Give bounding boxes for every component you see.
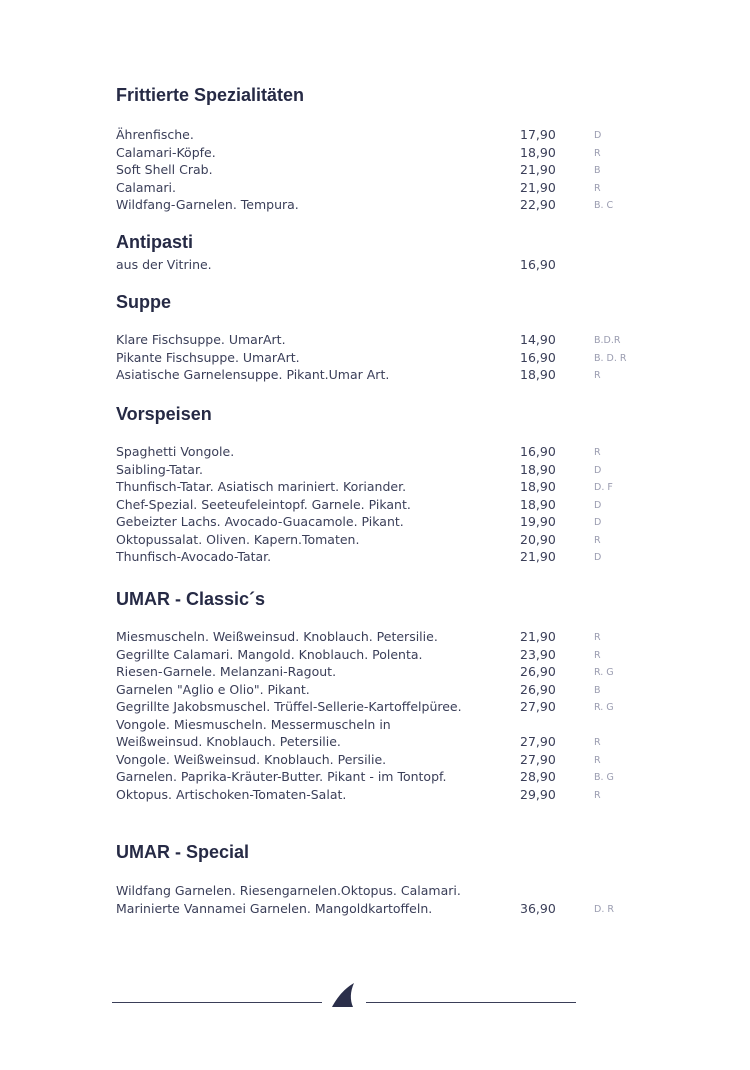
section-heading: UMAR - Special xyxy=(116,842,250,862)
item-allergen: D xyxy=(594,517,602,528)
section-umar-special xyxy=(116,841,636,917)
item-allergen: B xyxy=(594,165,601,176)
menu-item xyxy=(116,496,636,514)
item-price: 18,90 xyxy=(520,367,556,382)
item-price: 16,90 xyxy=(520,444,556,459)
section-heading: UMAR - Classic´s xyxy=(116,589,266,609)
section-umar-classics xyxy=(116,588,636,803)
item-price: 16,90 xyxy=(520,349,556,365)
menu-item xyxy=(116,478,636,496)
menu-item xyxy=(116,646,636,664)
item-price: 36,90 xyxy=(520,900,556,916)
item-price: 22,90 xyxy=(520,197,556,212)
item-allergen: R xyxy=(594,534,601,546)
item-allergen: R xyxy=(594,789,601,801)
item-name: Weißweinsud. Knoblauch. Petersilie. xyxy=(116,734,341,749)
item-allergen: R xyxy=(594,632,601,643)
menu-item xyxy=(116,196,636,214)
footer-divider-right xyxy=(366,1002,576,1003)
item-name: Soft Shell Crab. xyxy=(116,162,213,177)
section-frittierte xyxy=(116,84,636,214)
item-allergen: B. D. R xyxy=(594,352,627,364)
menu-item xyxy=(116,663,636,681)
item-name: Chef-Spezial. Seeteufeleintopf. Garnele. Pikant. xyxy=(116,496,411,512)
item-price: 21,90 xyxy=(520,629,556,644)
section-heading: Antipasti xyxy=(116,232,194,252)
menu-item xyxy=(116,256,636,274)
item-allergen: R xyxy=(594,737,601,748)
menu-item xyxy=(116,331,636,349)
item-name: Thunfisch-Avocado-Tatar. xyxy=(116,549,272,564)
menu-item xyxy=(116,161,636,179)
item-allergen: D xyxy=(594,552,602,563)
item-allergen: B xyxy=(594,684,601,696)
item-price: 21,90 xyxy=(520,179,556,195)
item-name: Thunfisch-Tatar. Asiatisch mariniert. Koriander. xyxy=(116,479,407,494)
menu-item xyxy=(116,126,636,144)
item-allergen: B.D.R xyxy=(594,335,621,346)
item-price: 18,90 xyxy=(520,461,556,477)
menu-item xyxy=(116,733,636,751)
item-name: Garnelen. Paprika-Kräuter-Butter. Pikant - im Tontopf. xyxy=(116,769,447,784)
item-allergen: R. G xyxy=(594,667,614,678)
item-price: 19,90 xyxy=(520,514,556,529)
item-name: Spaghetti Vongole. xyxy=(116,444,235,459)
section-heading: Vorspeisen xyxy=(116,404,212,424)
item-name: Gegrillte Calamari. Mangold. Knoblauch. Polenta. xyxy=(116,646,423,662)
item-price: 21,90 xyxy=(520,162,556,177)
menu-item xyxy=(116,461,636,479)
item-name: Asiatische Garnelensuppe. Pikant.Umar Art. xyxy=(116,367,390,382)
item-name: Marinierte Vannamei Garnelen. Mangoldkartoffeln. xyxy=(116,900,433,916)
item-allergen: R xyxy=(594,182,601,194)
section-heading: Suppe xyxy=(116,292,172,312)
item-allergen: B. C xyxy=(594,200,614,211)
menu-item xyxy=(116,179,636,197)
menu-item xyxy=(116,786,636,804)
item-name: Vongole. Weißweinsud. Knoblauch. Persilie. xyxy=(116,751,387,767)
item-price: 18,90 xyxy=(520,479,556,494)
item-name: Gebeizter Lachs. Avocado-Guacamole. Pikant. xyxy=(116,514,404,529)
item-price: 27,90 xyxy=(520,699,556,714)
item-allergen: D xyxy=(594,499,602,511)
item-allergen: B. G xyxy=(594,772,614,783)
menu-item xyxy=(116,443,636,461)
item-price: 17,90 xyxy=(520,127,556,142)
item-allergen: D xyxy=(594,130,602,141)
menu-item xyxy=(116,698,636,716)
item-name: Calamari-Köpfe. xyxy=(116,144,216,160)
item-price: 14,90 xyxy=(520,332,556,347)
item-name: Riesen-Garnele. Melanzani-Ragout. xyxy=(116,664,337,679)
menu-item xyxy=(116,513,636,531)
menu-item xyxy=(116,366,636,384)
section-suppe xyxy=(116,291,636,384)
item-name: Saibling-Tatar. xyxy=(116,461,203,477)
item-price: 21,90 xyxy=(520,549,556,564)
menu-item xyxy=(116,531,636,549)
item-price: 28,90 xyxy=(520,769,556,784)
item-name: Vongole. Miesmuscheln. Messermuscheln in xyxy=(116,716,391,732)
item-price: 23,90 xyxy=(520,646,556,662)
footer-divider-left xyxy=(112,1002,322,1003)
item-price: 20,90 xyxy=(520,531,556,547)
item-allergen: D. R xyxy=(594,903,614,915)
item-price: 27,90 xyxy=(520,751,556,767)
menu-item xyxy=(116,349,636,367)
item-allergen: R xyxy=(594,754,601,766)
item-allergen: R. G xyxy=(594,702,614,713)
item-name: Klare Fischsuppe. UmarArt. xyxy=(116,332,286,347)
menu-item xyxy=(116,768,636,786)
item-price: 29,90 xyxy=(520,786,556,802)
menu-item xyxy=(116,144,636,162)
item-price: 27,90 xyxy=(520,734,556,749)
shark-fin-icon xyxy=(330,982,358,1008)
item-price: 18,90 xyxy=(520,496,556,512)
item-allergen: D. F xyxy=(594,482,613,493)
item-price: 16,90 xyxy=(520,257,556,272)
item-name: Wildfang-Garnelen. Tempura. xyxy=(116,197,299,212)
section-heading: Frittierte Spezialitäten xyxy=(116,85,305,105)
menu-item xyxy=(116,681,636,699)
menu-item xyxy=(116,716,636,734)
item-name: Gegrillte Jakobsmuschel. Trüffel-Sellerie-Kartoffelpüree. xyxy=(116,699,462,714)
item-allergen: R xyxy=(594,370,601,381)
item-allergen: R xyxy=(594,649,601,661)
item-name: Oktopus. Artischoken-Tomaten-Salat. xyxy=(116,786,347,802)
section-vorspeisen xyxy=(116,403,636,566)
item-name: Garnelen "Aglio e Olio". Pikant. xyxy=(116,681,310,697)
item-name: Wildfang Garnelen. Riesengarnelen.Oktopus. Calamari. xyxy=(116,883,461,898)
menu-item xyxy=(116,900,636,918)
item-name: Miesmuscheln. Weißweinsud. Knoblauch. Petersilie. xyxy=(116,629,438,644)
section-antipasti xyxy=(116,231,636,274)
item-name: Pikante Fischsuppe. UmarArt. xyxy=(116,349,300,365)
menu-item xyxy=(116,628,636,646)
item-allergen: D xyxy=(594,464,602,476)
item-price: 26,90 xyxy=(520,681,556,697)
item-allergen: R xyxy=(594,147,601,159)
item-price: 26,90 xyxy=(520,664,556,679)
item-allergen: R xyxy=(594,447,601,458)
item-name: Calamari. xyxy=(116,179,176,195)
menu-item xyxy=(116,751,636,769)
item-name: Oktopussalat. Oliven. Kapern.Tomaten. xyxy=(116,531,360,547)
item-name: aus der Vitrine. xyxy=(116,257,212,272)
item-price: 18,90 xyxy=(520,144,556,160)
menu-item xyxy=(116,882,636,900)
menu-item xyxy=(116,548,636,566)
item-name: Ährenfische. xyxy=(116,127,194,142)
